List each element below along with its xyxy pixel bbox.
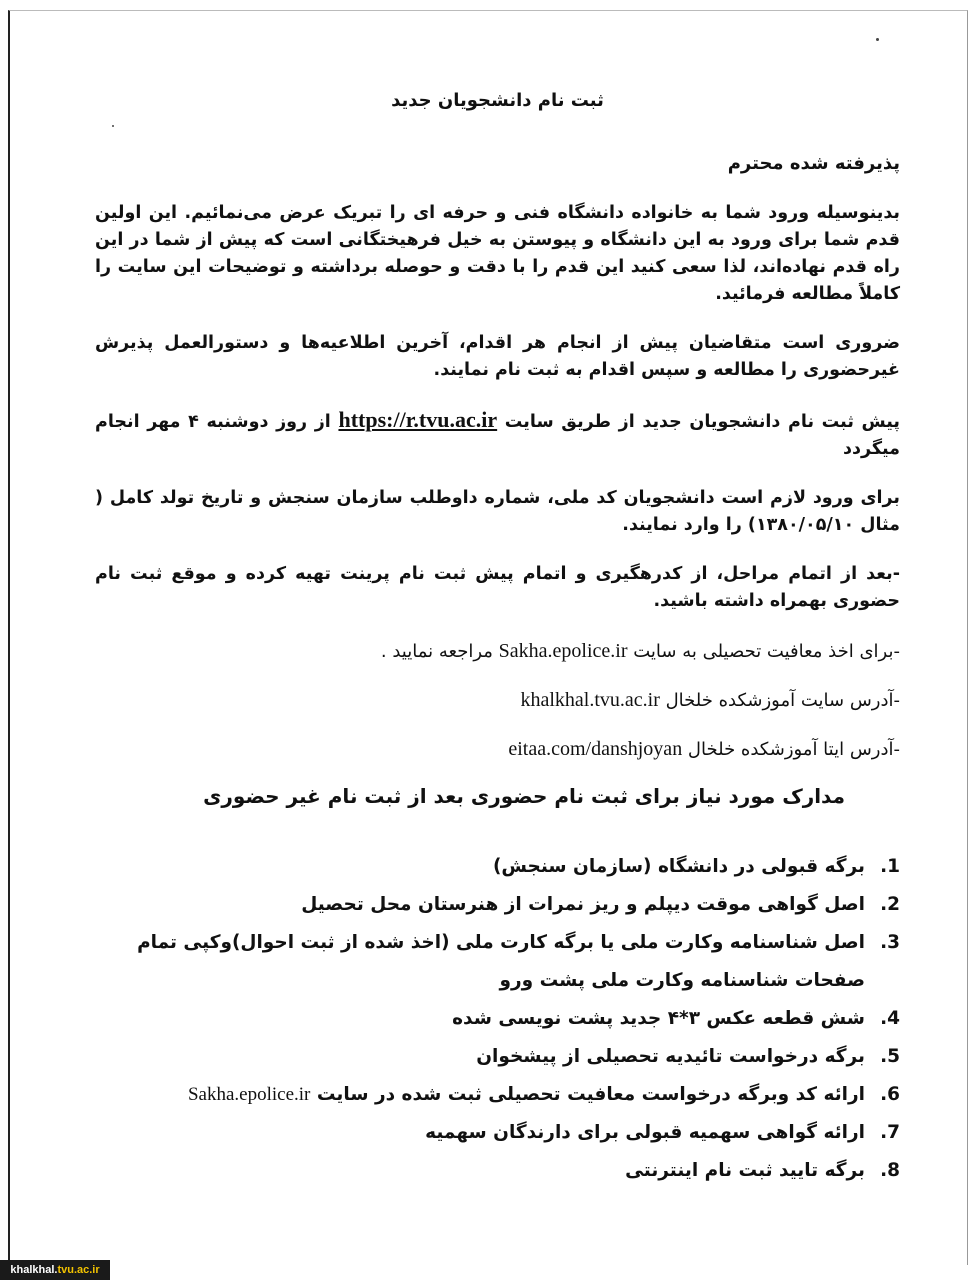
list-item — [95, 1114, 900, 1152]
list-item-number: 6. — [880, 1084, 900, 1105]
list-item-text: برگه قبولی در دانشگاه (سازمان سنجش) — [492, 856, 865, 877]
list-item — [95, 886, 900, 924]
paragraph-requirements: ضروری است متقاضیان پیش از انجام هر اقدام، آخرین اطلاعیه‌ها و دستورالعمل پذیرش غیرحضوری را مطالعه و سپس اقدام به ثبت نام نمایند. — [95, 333, 900, 380]
sakha-site-link[interactable]: Sakha.epolice.ir — [187, 1084, 311, 1105]
eitaa-link[interactable]: eitaa.com/danshjoyan — [508, 738, 683, 760]
exemption-text-before: -برای اخذ معافیت تحصیلی به سایت — [633, 641, 900, 662]
list-item — [95, 1076, 900, 1114]
list-item-number: 1. — [880, 856, 900, 877]
watermark-badge — [0, 1260, 110, 1280]
required-documents-list — [95, 848, 900, 1190]
school-site-label: -آدرس سایت آموزشکده خلخال — [665, 690, 900, 711]
sakha-site-link[interactable]: Sakha.epolice.ir — [498, 640, 628, 662]
required-documents-title: مدارک مورد نیاز برای ثبت نام حضوری بعد از ثبت نام غیر حضوری — [203, 784, 845, 808]
paragraph-login-info: برای ورود لازم است دانشجویان کد ملی، شماره داوطلب سازمان سنجش و تاریخ تولد کامل ( مثال ۱۳۸۰/۰۵/۱۰) را وارد نمایند. — [95, 488, 900, 535]
school-site-line — [95, 686, 900, 715]
list-item — [95, 848, 900, 886]
list-item-number: 5. — [880, 1046, 900, 1067]
eitaa-label: -آدرس ایتا آموزشکده خلخال — [687, 739, 900, 760]
list-item-text: برگه درخواست تائیدیه تحصیلی از پیشخوان — [476, 1046, 865, 1067]
list-item-text: اصل شناسنامه وکارت ملی یا برگه کارت ملی (اخذ شده از ثبت احوال)وکپی تمام صفحات شناسنامه وکارت ملی پشت ورو — [137, 932, 865, 991]
list-item-number: 3. — [880, 932, 900, 953]
list-item — [95, 1000, 900, 1038]
paragraph-print-note: -بعد از اتمام مراحل، از کدرهگیری و اتمام پیش ثبت نام پرینت تهیه کرده و موقع ثبت نام حضوری بهمراه داشته باشید. — [95, 564, 900, 611]
prereg-text-before: پیش ثبت نام دانشجویان جدید از طریق سایت — [504, 412, 900, 432]
prereg-text-after: از روز دوشنبه ۴ مهر انجام میگردد — [95, 412, 900, 459]
list-item — [95, 924, 900, 1000]
watermark-right: tvu.ac.ir — [57, 1264, 100, 1276]
document-title: ثبت نام دانشجویان جدید — [391, 90, 604, 111]
exemption-line — [95, 637, 900, 666]
paragraph-welcome: بدینوسیله ورود شما به خانواده دانشگاه فنی و حرفه ای را تبریک عرض می‌نمائیم. این اولین قدم شما برای ورود به این دانشگاه و پیوستن به خیل فرهیختگانی است که پیش از شما در این راه قدم نهاده‌اند، لذا سعی کنید این قدم را با دقت و حوصله برداشته و توضیحات این سایت را کاملاً مطالعه فرمائید. — [95, 203, 900, 304]
list-item-number: 7. — [880, 1122, 900, 1143]
list-item-text: اصل گواهی موقت دیپلم و ریز نمرات از هنرستان محل تحصیل — [301, 894, 865, 915]
paragraph-preregistration — [95, 406, 900, 463]
list-item-number: 4. — [880, 1008, 900, 1029]
eitaa-line — [95, 735, 900, 764]
list-item-text: برگه تایید ثبت نام اینترنتی — [625, 1160, 865, 1181]
list-item-number: 2. — [880, 894, 900, 915]
list-item-text: ارائه کد وبرگه درخواست معافیت تحصیلی ثبت شده در سایت — [316, 1084, 865, 1105]
scan-speck — [876, 38, 879, 41]
list-item-text: شش قطعه عکس ۳*۴ جدید پشت نویسی شده — [452, 1008, 865, 1029]
list-item-number: 8. — [880, 1160, 900, 1181]
list-item — [95, 1152, 900, 1190]
document-body — [95, 90, 900, 1190]
school-site-link[interactable]: khalkhal.tvu.ac.ir — [520, 689, 660, 711]
greeting: پذیرفته شده محترم — [727, 153, 900, 174]
list-item — [95, 1038, 900, 1076]
registration-site-link[interactable]: https://r.tvu.ac.ir — [338, 407, 498, 432]
watermark-left: khalkhal. — [10, 1264, 58, 1276]
list-item-text: ارائه گواهی سهمیه قبولی برای دارندگان سهمیه — [425, 1122, 865, 1143]
exemption-text-after: مراجعه نمایید . — [380, 641, 493, 662]
